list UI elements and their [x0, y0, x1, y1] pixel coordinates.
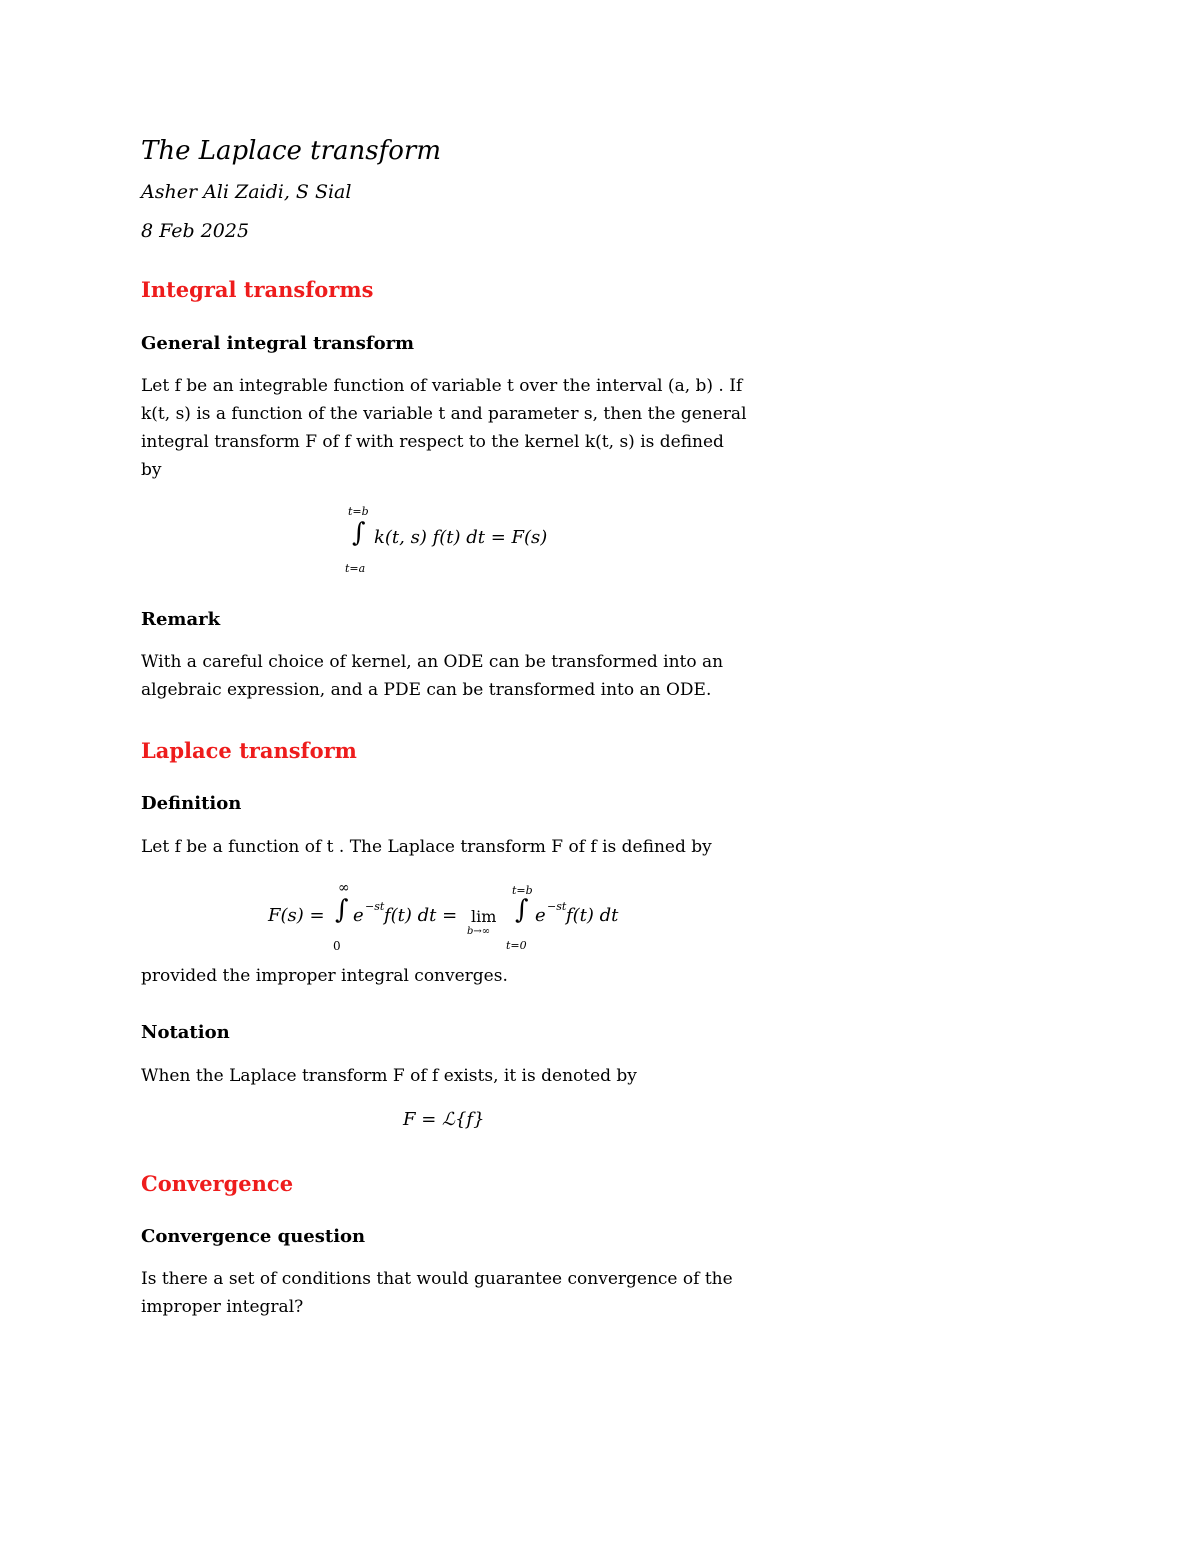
paragraph-line: Is there a set of conditions that would guarantee convergence of the — [141, 1269, 733, 1289]
section-heading-laplace-transform: Laplace transform — [141, 738, 357, 763]
paragraph-line: Let f be an integrable function of variable t over the interval (a, b) . If — [141, 376, 743, 396]
subheading-definition: Definition — [141, 793, 242, 814]
document-date: 8 Feb 2025 — [141, 220, 250, 242]
equation-exponent: −st — [547, 900, 567, 913]
subheading-general-integral-transform: General integral transform — [141, 333, 415, 354]
paragraph-line: Let f be a function of t . The Laplace transform F of f is defined by — [141, 837, 712, 857]
integral-lower-limit: 0 — [333, 939, 341, 953]
integral-upper-limit: ∞ — [338, 880, 350, 896]
document-title: The Laplace transform — [141, 136, 442, 166]
paragraph-line: k(t, s) is a function of the variable t and parameter s, then the general — [141, 404, 747, 424]
paragraph-line: provided the improper integral converges. — [141, 966, 508, 986]
integral-sign: ∫ — [352, 518, 366, 548]
equation-exponential: e — [535, 905, 546, 926]
integral-lower-limit: t=a — [345, 562, 366, 575]
paragraph-line: by — [141, 460, 162, 480]
equation-tail: f(t) dt = — [384, 905, 458, 926]
paragraph-line: improper integral? — [141, 1297, 304, 1317]
equation-notation: F = ℒ{f} — [403, 1109, 485, 1130]
equation-exponential: e — [353, 905, 364, 926]
document-authors: Asher Ali Zaidi, S Sial — [141, 181, 352, 203]
equation-lhs: F(s) = — [268, 905, 325, 926]
integral-sign: ∫ — [515, 895, 529, 925]
paragraph-line: integral transform F of f with respect to the kernel k(t, s) is defined — [141, 432, 724, 452]
equation-exponent: −st — [365, 900, 385, 913]
section-heading-integral-transforms: Integral transforms — [141, 277, 374, 302]
integral-lower-limit: t=0 — [506, 939, 527, 952]
section-heading-convergence: Convergence — [141, 1171, 294, 1196]
paragraph-line: With a careful choice of kernel, an ODE can be transformed into an — [141, 652, 724, 672]
paragraph-line: When the Laplace transform F of f exists, it is denoted by — [141, 1066, 637, 1086]
subheading-convergence-question: Convergence question — [141, 1226, 366, 1247]
integral-sign: ∫ — [335, 895, 349, 925]
paragraph-line: algebraic expression, and a PDE can be transformed into an ODE. — [141, 680, 712, 700]
equation-body: k(t, s) f(t) dt = F(s) — [374, 527, 548, 548]
subheading-remark: Remark — [141, 609, 221, 630]
equation-tail: f(t) dt — [566, 905, 619, 926]
subheading-notation: Notation — [141, 1022, 230, 1043]
limit-subscript: b→∞ — [467, 926, 491, 937]
limit-operator: lim — [471, 907, 497, 926]
integral-upper-limit: t=b — [348, 505, 369, 518]
integral-upper-limit: t=b — [512, 884, 533, 897]
